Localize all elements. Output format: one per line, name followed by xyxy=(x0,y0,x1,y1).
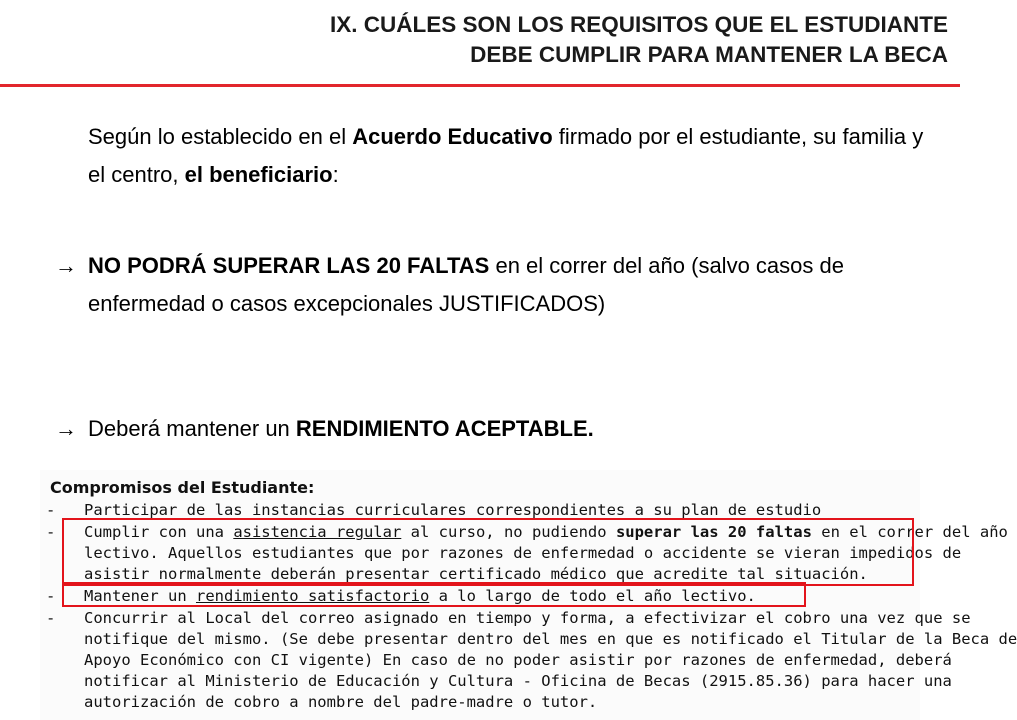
slide-title xyxy=(330,10,948,70)
bullet-rendimiento-text xyxy=(88,410,908,448)
intro-text-2: firmado por el estudiante, su familia y el centro, xyxy=(88,124,924,187)
intro-paragraph xyxy=(88,118,928,194)
title-line-1: IX. CUÁLES SON LOS REQUISITOS QUE EL ESTUDIANTE xyxy=(329,12,948,37)
scan-text: Mantener un xyxy=(84,587,196,605)
scan-dash: - xyxy=(46,501,56,519)
right-arrow-icon: → xyxy=(55,253,77,278)
title-line-2: DEBE CUMPLIR PARA MANTENER LA BECA xyxy=(470,42,948,67)
scan-item-1: Participar de las instancias curriculares correspondientes a su plan de estudio xyxy=(84,501,822,519)
scan-text: a lo largo de todo el año lectivo. xyxy=(429,587,756,605)
scan-heading: Compromisos del Estudiante: xyxy=(50,478,315,497)
scan-item-2-line-2: lectivo. Aquellos estudiantes que por razones de enfermedad o accidente se vieran impedidos de xyxy=(84,544,962,562)
scan-underlined-asistencia: asistencia regular xyxy=(233,523,402,541)
highlight-box-asistencia xyxy=(62,518,914,586)
highlight-box-rendimiento xyxy=(62,582,806,607)
bullet-faltas-rest: en el correr del año (salvo casos de enfermedad o casos excepcionales JUSTIFICADOS) xyxy=(88,253,844,316)
bullet-faltas-bold: NO PODRÁ SUPERAR LAS 20 FALTAS xyxy=(88,253,490,278)
intro-text-3: : xyxy=(332,162,339,187)
title-divider xyxy=(0,84,960,87)
scan-item-4-line-3: Apoyo Económico con CI vigente) En caso de no poder asistir por razones de enfermedad, deberá xyxy=(84,651,952,669)
scan-item-4-line-5: autorización de cobro a nombre del padre-madre o tutor. xyxy=(84,693,598,711)
scan-item-4-line-2: notifique del mismo. (Se debe presentar dentro del mes en que es notificado el Titular de la Beca de xyxy=(84,630,1017,648)
scan-dash: - xyxy=(46,609,56,627)
bullet-rendimiento-pre: Deberá mantener un xyxy=(88,416,296,441)
bullet-rendimiento-bold: RENDIMIENTO ACEPTABLE. xyxy=(295,416,594,441)
scan-item-2-line-3: asistir normalmente deberán presentar certificado médico que acredite tal situación. xyxy=(84,565,868,583)
intro-bold-acuerdo: Acuerdo Educativo xyxy=(352,124,553,149)
scan-text: Cumplir con una xyxy=(84,523,234,541)
intro-text-1: Según lo establecido en el xyxy=(88,124,353,149)
right-arrow-icon: → xyxy=(55,416,77,441)
scan-dash: - xyxy=(46,587,56,605)
bullet-faltas-text xyxy=(88,247,908,323)
scan-text: al curso, no pudiendo xyxy=(401,523,616,541)
intro-bold-beneficiario: el beneficiario xyxy=(184,162,333,187)
scan-item-4-line-1: Concurrir al Local del correo asignado en tiempo y forma, a efectivizar el cobro una vez que se xyxy=(84,609,971,627)
scanned-document-excerpt xyxy=(40,470,1017,720)
scan-dash: - xyxy=(46,523,56,541)
scan-text: en el correr del año xyxy=(811,523,1008,541)
scan-underlined-rendimiento: rendimiento satisfactorio xyxy=(195,587,430,605)
scan-bold-faltas: superar las 20 faltas xyxy=(615,523,812,541)
scan-item-4-line-4: notificar al Ministerio de Educación y Cultura - Oficina de Becas (2915.85.36) para hacer una xyxy=(84,672,952,690)
